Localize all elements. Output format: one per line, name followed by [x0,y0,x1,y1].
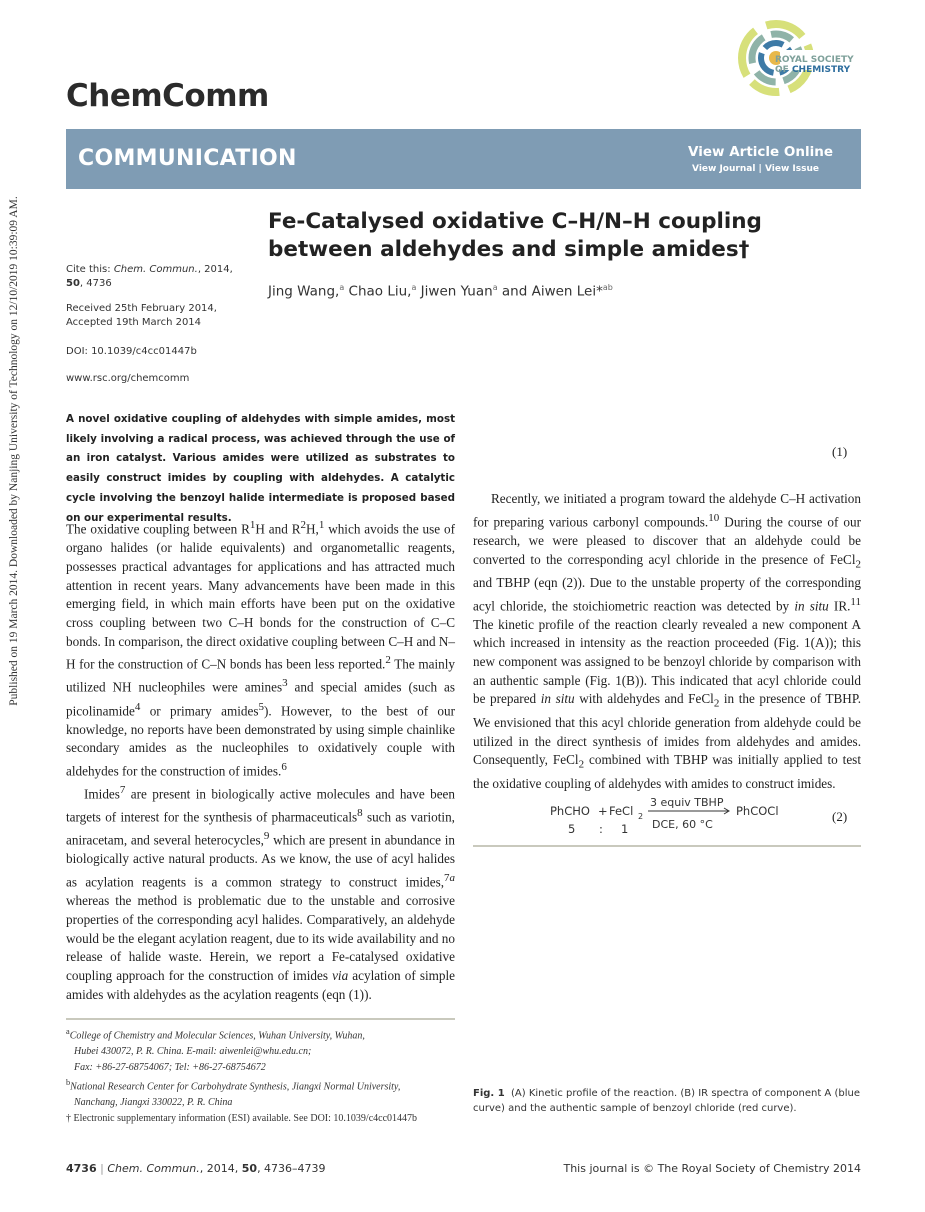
footer-volume: 50 [241,1162,258,1175]
footer-pages: , 4736–4739 [257,1162,326,1175]
footer-separator: | [100,1162,104,1175]
author-list [268,283,613,300]
title-line-1: Fe-Catalysed oxidative C–H/N–H coupling [268,209,762,234]
eqn2-reactant1: PhCHO [550,804,590,818]
footer-year: , 2014, [199,1162,242,1175]
page-number: 4736 [66,1162,97,1175]
author[interactable]: and Aiwen Lei* [501,283,603,300]
eqn2-ratio-a: 5 [568,822,576,835]
eqn2-ratio-sep: : [599,822,603,835]
paragraph: The oxidative coupling between $R^1H$ and $R^2H,^1$ which avoids the use of organo halides (or halide equivalents) and organometallic reagents, possesses practical advantages for applications and has attracted much attention in recent years. Many advancements have been made in this emerging field, in which main efforts have been put on the oxidative cross coupling between two C–H bonds for the construction of C–C bonds. In comparison, the direct oxidative coupling between C–H and N–H for the construction of C–N bonds has been less reported.$^2$ The mainly utilized NH nucleophiles were amines$^3$ and special amides (such as picolinamide$^4$ or primary amides$^5$). However, to the best of our knowledge, no reports have been demonstrated by using simple chainlike secondary amides as the nucleophiles to oxidatively couple with aldehydes for the construction of imides.$^6$ [66,519,456,779]
affiliation-a-line3: Fax: +86-27-68754067; Tel: +86-27-68754672 [74,1061,266,1073]
citation [66,263,233,291]
eqn2-above-arrow: 3 equiv TBHP [650,796,724,809]
dates [66,302,217,330]
footnote-marker: a [66,1027,70,1036]
author[interactable]: Chao Liu, [348,283,412,300]
equation-1-number: (1) [832,444,848,459]
affiliation-a-line2[interactable]: Hubei 430072, P. R. China. E-mail: aiwenlei@whu.edu.cn; [74,1046,312,1058]
cite-label: Cite this: [66,264,114,275]
cite-year: , 2014, [197,264,233,275]
view-journal-link[interactable]: View Journal [692,164,756,174]
banner-sub-links [692,164,819,174]
author-affiliation: a [492,283,498,292]
author-affiliation: a [411,283,417,292]
figure-caption-text: (A) Kinetic profile of the reaction. (B) IR spectra of component A (blue curve) and the authentic sample of benzoyl chloride (red curve). [473,1088,860,1114]
journal-url[interactable]: www.rsc.org/chemcomm [66,373,190,384]
affiliation-a-line1: College of Chemistry and Molecular Sciences, Wuhan University, Wuhan, [69,1030,365,1042]
eqn2-ratio-b: 1 [621,822,629,835]
page-footer-left [66,1162,326,1175]
view-article-online-link[interactable]: View Article Online [688,144,833,160]
paragraph: Recently, we initiated a program toward the aldehyde C–H activation for preparing various carbonyl compounds.$^{10}$ During the course of our research, we were pleased to discover that an aldehyde could be converted to the corresponding acyl chloride in the presence of FeCl$_2$ and TBHP (eqn (2)). Due to the unstable property of the corresponding acyl chloride, the stoichiometric reaction was detected by in situ IR.$^{11}$ The kinetic profile of the reaction clearly revealed a new component A which increased in intensity as the reaction proceeded (Fig. 1(A)); this new component was assigned to be benzoyl chloride by comparison with an authentic sample (Fig. 1(B)). This indicated that acyl chloride could be prepared in situ with aldehydes and FeCl$_2$ in the presence of TBHP. We envisioned that this acyl chloride generation from aldehyde could be utilized in the direct synthesis of imides from aldehydes and amides. Consequently, FeCl$_2$ combined with TBHP was initially applied to test the oxidative coupling of aldehydes with amides to construct imides. [473,491,862,791]
eqn2-product: PhCOCl [736,804,779,818]
logo-line2-prefix: OF [775,64,792,75]
eqn2-below-arrow: DCE, 60 °C [652,818,713,831]
eqn2-reactant2: FeCl [609,804,634,818]
body-left-column [66,516,455,1004]
author-affiliation: a [339,283,345,292]
rsc-logo-text [775,56,854,75]
affiliation-b-line2: Nanchang, Jiangxi 330022, P. R. China [74,1097,233,1109]
copyright-notice: This journal is © The Royal Society of Chemistry 2014 [563,1162,861,1175]
footnote-marker: b [66,1078,71,1088]
link-separator: | [758,164,765,174]
author[interactable]: Jiwen Yuan [420,283,493,300]
section-label: COMMUNICATION [78,146,297,171]
download-note: Published on 19 March 2014. Downloaded by Nanjing University of Technology on 12/10/2019 10:39:09 AM. [8,196,20,706]
eqn2-reactant2-subscript: 2 [638,812,644,821]
paragraph: Imides$^7$ are present in biologically active molecules and have been targets of interest for the synthesis of pharmaceuticals$^8$ such as variotin, aniracetam, and several heterocycles,$^9$ which are present in abundance in biologically active natural products. As we know, the use of acyl halides as acylation reagents is a common strategy to construct imides,$^{7a}$ whereas the method is problematic due to the unstable and corrosive properties of the corresponding acyl halides. Comparatively, an aldehyde would be the elegant acylation reagent, due to its wide availability and no release of halide waste. Herein, we report a Fe-catalysed oxidative coupling approach for the construction of imides via acylation of simple amides with aldehydes as the acylation reagents (eqn (1)). [66,784,455,1002]
journal-title: ChemComm [66,78,269,114]
author[interactable]: Jing Wang, [268,283,340,300]
equation-2-number: (2) [832,809,848,824]
footer-journal: Chem. Commun. [107,1162,200,1175]
section-banner [66,129,861,189]
equation-2 [548,793,788,835]
footnote-divider [66,1018,455,1020]
cite-journal: Chem. Commun. [113,264,198,275]
title-line-2: between aldehydes and simple amides† [268,237,750,262]
view-issue-link[interactable]: View Issue [764,164,819,174]
figure-label: Fig. 1 [473,1088,505,1099]
article-title [268,208,828,264]
received-date: Received 25th February 2014, [66,303,217,314]
divider [473,845,861,847]
esi-footnote[interactable]: † Electronic supplementary information (ESI) available. See DOI: 10.1039/c4cc01447b [66,1113,418,1125]
cite-page: , 4736 [79,278,112,289]
logo-line1: ROYAL SOCIETY [775,55,854,65]
eqn2-plus: + [598,804,608,818]
footnotes [66,1024,466,1127]
affiliation-b-line1: National Research Center for Carbohydrate Synthesis, Jiangxi Normal University, [70,1081,401,1093]
body-right-column [473,490,861,793]
accepted-date: Accepted 19th March 2014 [66,317,202,328]
abstract: A novel oxidative coupling of aldehydes with simple amides, most likely involving a radical process, was achieved through the use of an iron catalyst. Various amides were utilized as substrates to easily construct imides by coupling with aldehydes. A catalytic cycle involving the benzoyl halide intermediate is proposed based on our experimental results. [66,413,455,524]
figure-caption [473,1086,861,1116]
cite-volume: 50 [66,278,80,289]
doi[interactable]: DOI: 10.1039/c4cc01447b [66,346,197,357]
logo-line2-emph: CHEMISTRY [791,64,851,75]
author-affiliation: ab [602,283,613,292]
